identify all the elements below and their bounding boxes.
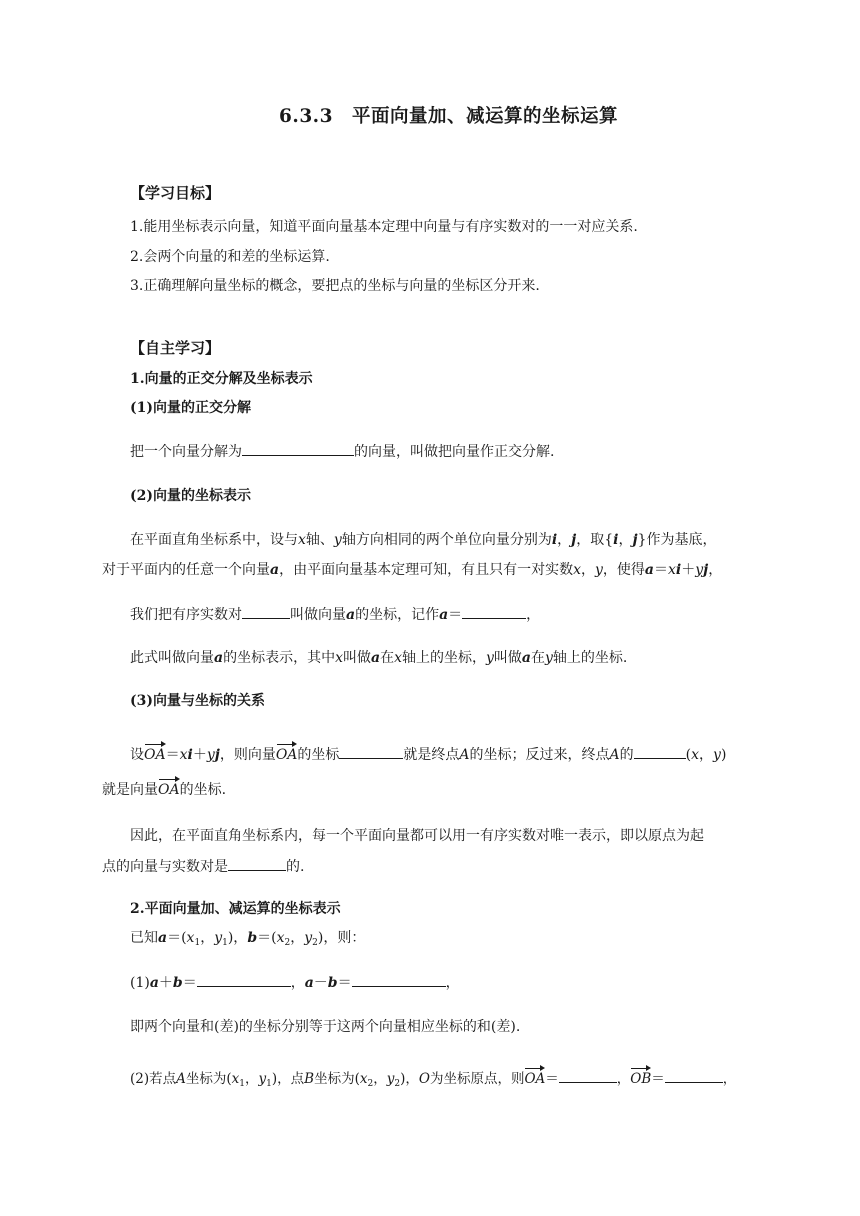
paragraph-relation-1: 设OA＝xi＋yj，则向量OA的坐标 就是终点A的坐标；反过来，终点A的 (x，y) bbox=[130, 744, 726, 765]
fill-blank[interactable] bbox=[559, 1068, 617, 1083]
fill-blank[interactable] bbox=[242, 441, 354, 456]
fill-blank[interactable] bbox=[634, 744, 686, 759]
paragraph-coordinate-3: 我们把有序实数对 叫做向量a的坐标，记作a＝ ， bbox=[130, 604, 540, 625]
paragraph-coordinate-2: 对于平面内的任意一个向量a，由平面向量基本定理可知，有且只有一对实数x，y，使得a＝xi＋yj， bbox=[102, 562, 723, 578]
paragraph-coordinate-4: 此式叫做向量a的坐标表示，其中x叫做a在x轴上的坐标，y叫做a在y轴上的坐标. bbox=[130, 650, 628, 666]
fill-blank[interactable] bbox=[352, 972, 446, 987]
goal-item-3: 3.正确理解向量坐标的概念，要把点的坐标与向量的坐标区分开来. bbox=[130, 278, 540, 294]
goal-item-1: 1.能用坐标表示向量，知道平面向量基本定理中向量与有序实数对的一一对应关系. bbox=[130, 219, 638, 235]
fill-blank[interactable] bbox=[242, 604, 290, 619]
paragraph-points: (2)若点A坐标为($x_1$，$y_1$)，点B坐标为($x_2$，$y_2$)，O为坐标原点，则OA＝ ，OB＝ ， bbox=[130, 1068, 736, 1089]
paragraph-relation-4: 点的向量与实数对是 的. bbox=[102, 856, 304, 877]
fill-blank[interactable] bbox=[339, 744, 403, 759]
goals-heading: 【学习目标】 bbox=[130, 184, 221, 202]
paragraph-given: 已知$a=(x_1$，$y_1$)，$b=(x_2$，$y_2$)，则： bbox=[130, 930, 366, 948]
section-1-title: 1.向量的正交分解及坐标表示 bbox=[130, 371, 313, 387]
paragraph-orthogonal: 把一个向量分解为 的向量，叫做把向量作正交分解. bbox=[130, 441, 554, 462]
paragraph-sum-diff: (1)a＋b＝ ，a－b＝ ， bbox=[130, 972, 460, 993]
section-1-3-title: (3)向量与坐标的关系 bbox=[130, 693, 265, 709]
section-2-title: 2.平面向量加、减运算的坐标表示 bbox=[130, 901, 341, 917]
fill-blank[interactable] bbox=[228, 856, 286, 871]
goal-item-2: 2.会两个向量的和差的坐标运算. bbox=[130, 249, 330, 265]
page-title: 6.3.3 平面向量加、减运算的坐标运算 bbox=[279, 106, 618, 127]
paragraph-relation-3: 因此，在平面直角坐标系内，每一个平面向量都可以用一有序实数对唯一表示，即以原点为起 bbox=[130, 828, 704, 844]
fill-blank[interactable] bbox=[462, 604, 526, 619]
section-1-2-title: (2)向量的坐标表示 bbox=[130, 488, 251, 504]
fill-blank[interactable] bbox=[197, 972, 291, 987]
paragraph-rule: 即两个向量和(差)的坐标分别等于这两个向量相应坐标的和(差). bbox=[130, 1019, 521, 1035]
fill-blank[interactable] bbox=[665, 1068, 723, 1083]
self-study-heading: 【自主学习】 bbox=[130, 339, 221, 357]
paragraph-relation-2: 就是向量OA的坐标. bbox=[102, 782, 227, 798]
section-1-1-title: (1)向量的正交分解 bbox=[130, 400, 251, 416]
paragraph-coordinate-1: 在平面直角坐标系中，设与x轴、y轴方向相同的两个单位向量分别为i，j，取{i，j}作为基底， bbox=[130, 532, 717, 548]
